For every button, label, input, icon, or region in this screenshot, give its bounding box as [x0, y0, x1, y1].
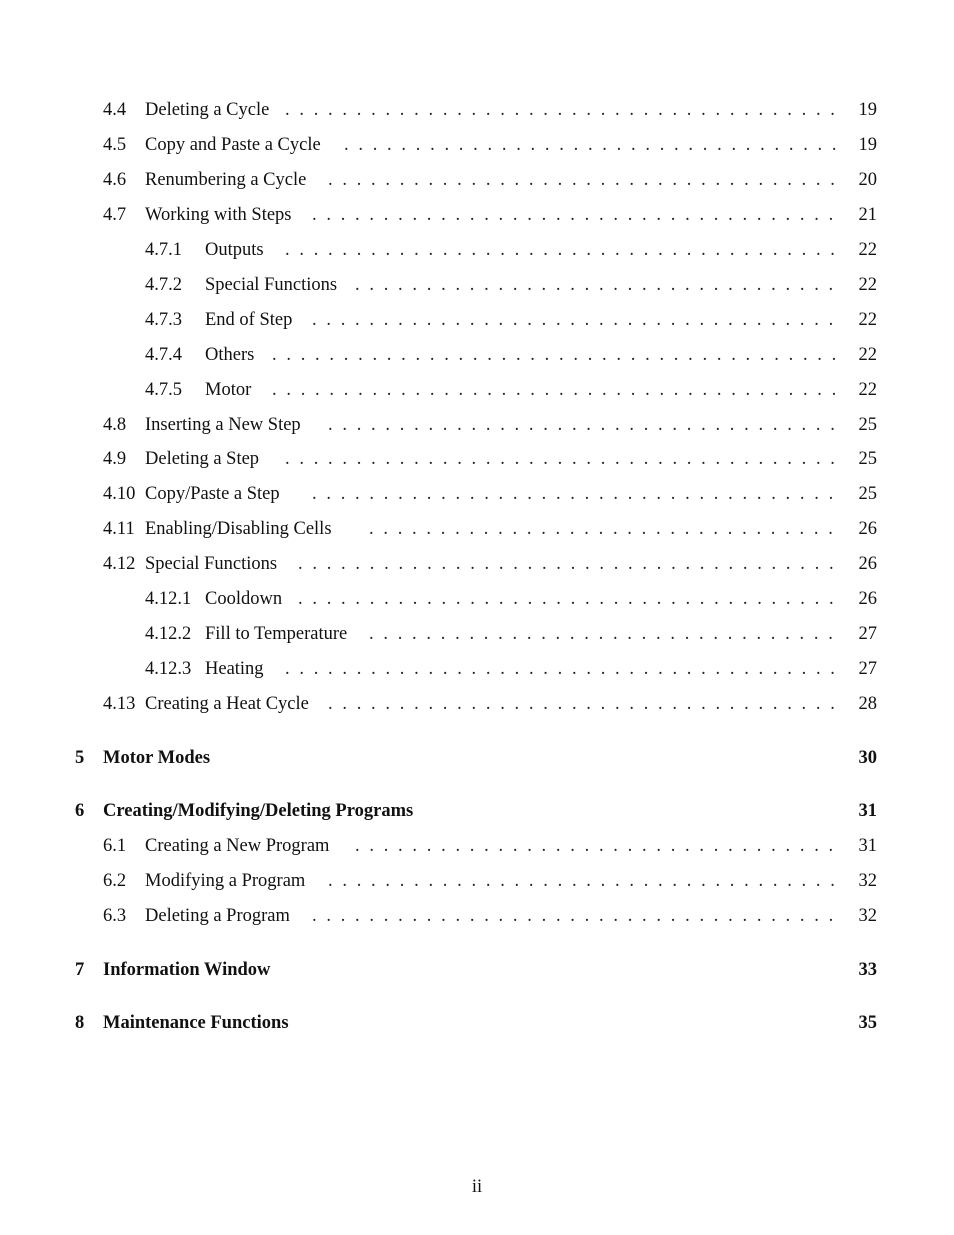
toc-entry[interactable] — [0, 656, 954, 682]
toc-entry-page: 28 — [858, 694, 877, 714]
toc-entry-number: 4.13 — [103, 694, 136, 714]
toc-chapter-entry[interactable] — [0, 745, 954, 771]
toc-entry-page: 22 — [858, 310, 877, 330]
toc-entry[interactable] — [0, 307, 954, 333]
dot-leader — [312, 307, 840, 333]
toc-entry-number: 4.9 — [103, 449, 127, 469]
toc-entry-title: Renumbering a Cycle — [145, 167, 310, 193]
toc-chapter-entry[interactable] — [0, 1010, 954, 1036]
toc-entry-number: 4.11 — [103, 519, 135, 539]
toc-chapter-number: 6 — [75, 801, 85, 821]
toc-entry-number: 4.12.1 — [145, 589, 192, 609]
toc-entry-page: 32 — [858, 871, 877, 891]
dot-leader — [298, 586, 840, 612]
toc-entry[interactable] — [0, 202, 954, 228]
toc-entry-title: Inserting a New Step — [145, 412, 305, 438]
toc-entry[interactable] — [0, 903, 954, 929]
toc-entry[interactable] — [0, 272, 954, 298]
dot-leader — [328, 868, 840, 894]
toc-chapter-entry[interactable] — [0, 957, 954, 983]
toc-entry-title: Motor — [205, 377, 255, 403]
dot-leader — [272, 377, 840, 403]
dot-leader — [285, 97, 840, 123]
toc-entry-page: 27 — [858, 624, 877, 644]
toc-entry-page: 27 — [858, 659, 877, 679]
dot-leader — [369, 516, 840, 542]
dot-leader — [328, 691, 840, 717]
dot-leader — [369, 621, 840, 647]
toc-entry-number: 4.7.4 — [145, 345, 182, 365]
toc-entry-number: 6.1 — [103, 836, 127, 856]
toc-entry-number: 4.7.3 — [145, 310, 182, 330]
dot-leader — [328, 167, 840, 193]
toc-entry-number: 4.7.2 — [145, 275, 182, 295]
dot-leader — [355, 272, 840, 298]
toc-entry-title: Special Functions — [145, 551, 281, 577]
toc-entry-number: 4.12.3 — [145, 659, 192, 679]
dot-leader — [312, 481, 840, 507]
toc-entry-number: 4.12 — [103, 554, 136, 574]
toc-entry[interactable] — [0, 516, 954, 542]
toc-entry-title: Cooldown — [205, 586, 286, 612]
toc-entry-title: Copy/Paste a Step — [145, 481, 284, 507]
toc-entry-page: 31 — [858, 836, 877, 856]
toc-entry-page: 26 — [858, 554, 877, 574]
toc-entry-title: Fill to Temperature — [205, 621, 351, 647]
toc-chapter-title: Information Window — [103, 960, 271, 980]
toc-entry-page: 25 — [858, 449, 877, 469]
toc-entry-title: Others — [205, 342, 258, 368]
toc-entry-title: End of Step — [205, 307, 296, 333]
toc-chapter-entry[interactable] — [0, 798, 954, 824]
toc-entry-page: 22 — [858, 275, 877, 295]
toc-entry-title: Deleting a Cycle — [145, 97, 273, 123]
toc-entry-number: 4.10 — [103, 484, 136, 504]
toc-entry-title: Deleting a Program — [145, 903, 294, 929]
toc-chapter-number: 8 — [75, 1013, 85, 1033]
toc-entry[interactable] — [0, 586, 954, 612]
toc-entry-title: Heating — [205, 656, 268, 682]
toc-entry[interactable] — [0, 377, 954, 403]
dot-leader — [355, 833, 840, 859]
toc-entry-number: 6.3 — [103, 906, 127, 926]
toc-entry-page: 32 — [858, 906, 877, 926]
toc-entry-title: Working with Steps — [145, 202, 296, 228]
toc-entry-page: 25 — [858, 484, 877, 504]
toc-entry-title: Copy and Paste a Cycle — [145, 132, 325, 158]
toc-entry-number: 4.6 — [103, 170, 127, 190]
toc-entry-page: 19 — [858, 135, 877, 155]
toc-entry-page: 22 — [858, 380, 877, 400]
toc-chapter-title: Motor Modes — [103, 748, 211, 768]
toc-entry-page: 22 — [858, 345, 877, 365]
dot-leader — [312, 903, 840, 929]
toc-entry-title: Modifying a Program — [145, 868, 309, 894]
toc-entry[interactable] — [0, 97, 954, 123]
dot-leader — [272, 342, 840, 368]
toc-entry[interactable] — [0, 621, 954, 647]
toc-entry-number: 4.5 — [103, 135, 127, 155]
toc-entry-number: 4.8 — [103, 415, 127, 435]
toc-entry-page: 19 — [858, 100, 877, 120]
dot-leader — [285, 656, 840, 682]
toc-entry-number: 4.4 — [103, 100, 127, 120]
page-number-footer: ii — [471, 1177, 483, 1197]
toc-entry-title: Special Functions — [205, 272, 341, 298]
dot-leader — [285, 237, 840, 263]
toc-entry[interactable] — [0, 237, 954, 263]
toc-entry-title: Deleting a Step — [145, 446, 263, 472]
dot-leader — [298, 551, 840, 577]
toc-entry[interactable] — [0, 167, 954, 193]
toc-entry[interactable] — [0, 132, 954, 158]
toc-entry-page: 25 — [858, 415, 877, 435]
toc-entry-number: 4.7 — [103, 205, 127, 225]
toc-entry-title: Enabling/Disabling Cells — [145, 516, 336, 542]
toc-entry[interactable] — [0, 691, 954, 717]
toc-entry[interactable] — [0, 412, 954, 438]
toc-entry-number: 4.7.1 — [145, 240, 182, 260]
toc-chapter-page: 31 — [858, 801, 877, 821]
toc-entry-page: 26 — [858, 519, 877, 539]
dot-leader — [328, 412, 840, 438]
toc-chapter-title: Creating/Modifying/Deleting Programs — [103, 801, 414, 821]
dot-leader — [312, 202, 840, 228]
toc-chapter-number: 7 — [75, 960, 85, 980]
toc-chapter-number: 5 — [75, 748, 85, 768]
toc-entry-number: 6.2 — [103, 871, 127, 891]
toc-chapter-page: 30 — [858, 748, 877, 768]
dot-leader — [344, 132, 840, 158]
toc-entry-title: Outputs — [205, 237, 268, 263]
toc-entry-page: 20 — [858, 170, 877, 190]
toc-entry[interactable] — [0, 342, 954, 368]
toc-chapter-page: 35 — [858, 1013, 877, 1033]
dot-leader — [285, 446, 840, 472]
toc-entry[interactable] — [0, 868, 954, 894]
toc-entry-title: Creating a Heat Cycle — [145, 691, 313, 717]
toc-chapter-title: Maintenance Functions — [103, 1013, 289, 1033]
toc-entry[interactable] — [0, 833, 954, 859]
toc-entry-number: 4.12.2 — [145, 624, 192, 644]
toc-entry-number: 4.7.5 — [145, 380, 182, 400]
toc-entry[interactable] — [0, 446, 954, 472]
toc-entry-title: Creating a New Program — [145, 833, 333, 859]
toc-entry-page: 22 — [858, 240, 877, 260]
toc-entry-page: 21 — [858, 205, 877, 225]
toc-entry-page: 26 — [858, 589, 877, 609]
toc-chapter-page: 33 — [858, 960, 877, 980]
toc-entry[interactable] — [0, 481, 954, 507]
toc-entry[interactable] — [0, 551, 954, 577]
